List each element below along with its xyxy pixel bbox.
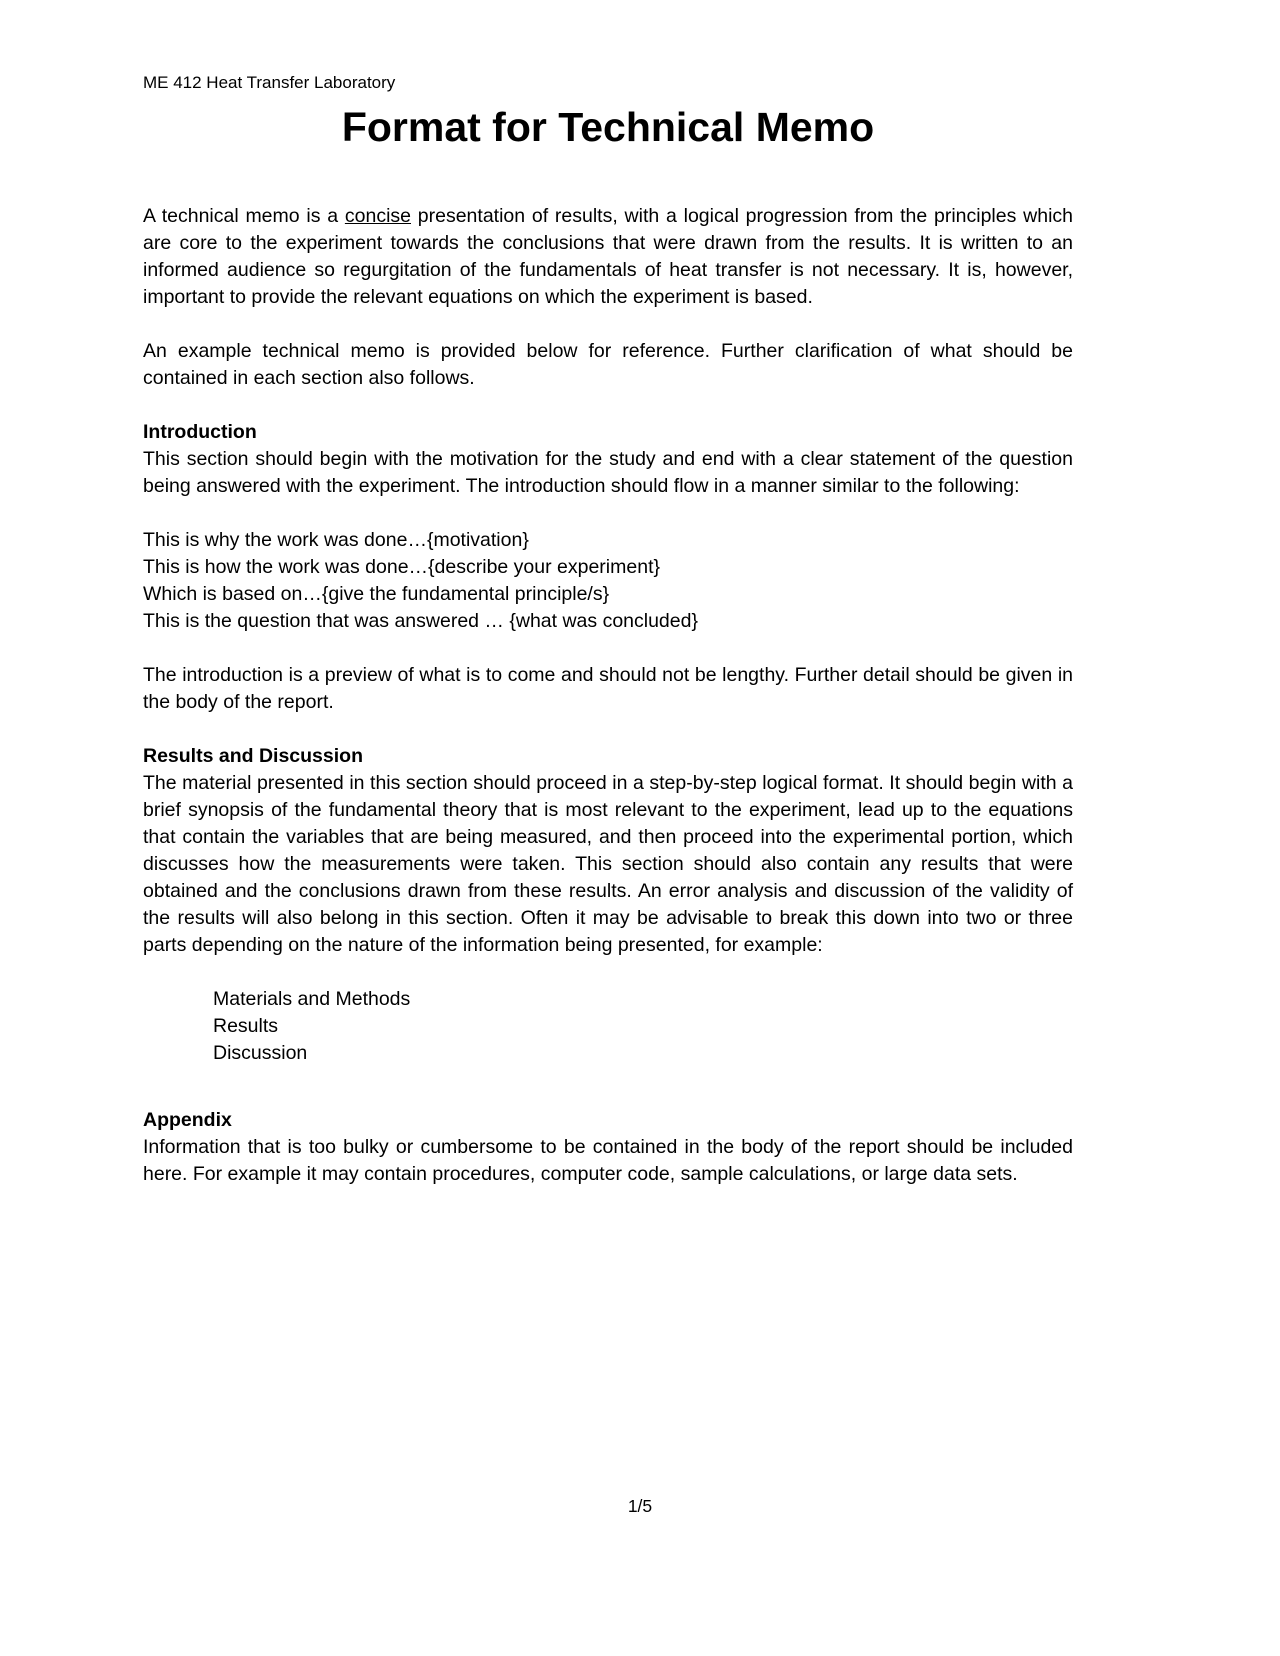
introduction-closing: The introduction is a preview of what is to come and should not be lengthy. Further detail should be given in the body of the report. bbox=[143, 664, 1073, 713]
flow-line-describe-experiment: This is how the work was done…{describe your experiment} bbox=[143, 556, 660, 578]
document-content bbox=[143, 72, 1073, 1215]
flow-line-fundamental-principle: Which is based on…{give the fundamental principle/s} bbox=[143, 583, 610, 605]
introduction-body: This section should begin with the motivation for the study and end with a clear statement of the question being answered with the experiment. The introduction should flow in a manner similar to the following: bbox=[143, 448, 1073, 497]
section-heading-results-and-discussion: Results and Discussion bbox=[143, 745, 363, 767]
introduction-flow-lines bbox=[143, 527, 1073, 635]
list-item-materials-and-methods: Materials and Methods bbox=[213, 988, 411, 1010]
appendix-body: Information that is too bulky or cumbersome to be contained in the body of the report should be included here. For example it may contain procedures, computer code, sample calculations, or large data sets. bbox=[143, 1136, 1073, 1185]
results-body: The material presented in this section should proceed in a step-by-step logical format. It should begin with a brief synopsis of the fundamental theory that is most relevant to the experiment, lead up to the equations that contain the variables that are being measured, and then proceed into the experimental portion, which discusses how the measurements were taken. This section should also contain any results that were obtained and the conclusions drawn from these results. An error analysis and discussion of the validity of the results will also belong in this section. Often it may be advisable to break this down into two or three parts depending on the nature of the information being presented, for example: bbox=[143, 772, 1073, 956]
course-header: ME 412 Heat Transfer Laboratory bbox=[143, 73, 396, 92]
results-subsection-list bbox=[213, 986, 1073, 1067]
intro-paragraph-1 bbox=[143, 203, 1073, 311]
section-heading-introduction: Introduction bbox=[143, 421, 257, 443]
page-number: 1/5 bbox=[627, 1496, 653, 1516]
flow-line-motivation: This is why the work was done…{motivation} bbox=[143, 529, 529, 551]
flow-line-what-was-concluded: This is the question that was answered … {what was concluded} bbox=[143, 610, 698, 632]
p1-text-before: A technical memo is a bbox=[143, 205, 345, 227]
section-heading-appendix: Appendix bbox=[143, 1109, 232, 1131]
list-item-discussion: Discussion bbox=[213, 1042, 308, 1064]
list-item-results: Results bbox=[213, 1015, 279, 1037]
underlined-word-concise: concise bbox=[344, 205, 411, 227]
p1-text-after: presentation of results, with a logical progression from the principles which are core to the experiment towards the conclusions that were drawn from the results. It is written to an informed audience so regurgitation of the fundamentals of heat transfer is not necessary. It is, however, important to provide the relevant equations on which the experiment is based. bbox=[143, 205, 1073, 308]
intro-paragraph-2: An example technical memo is provided below for reference. Further clarification of what should be contained in each section also follows. bbox=[143, 340, 1073, 389]
document-title: Format for Technical Memo bbox=[341, 104, 875, 150]
